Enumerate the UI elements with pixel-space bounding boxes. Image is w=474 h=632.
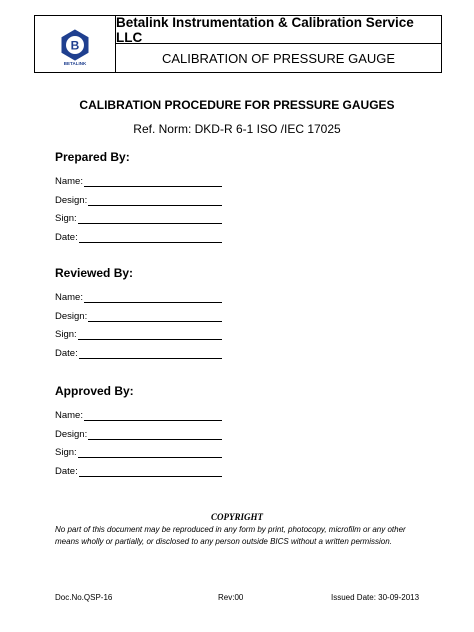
approved-by-field: [55, 410, 222, 421]
footer-issued-date: Issued Date: 30-09-2013: [331, 593, 420, 602]
reference-norm: Ref. Norm: DKD-R 6-1 ISO /IEC 17025: [133, 122, 341, 136]
page-title: CALIBRATION PROCEDURE FOR PRESSURE GAUGES: [79, 98, 395, 112]
footer-doc-no: Doc.No.QSP-16: [55, 593, 113, 602]
document-title-cell: CALIBRATION OF PRESSURE GAUGE: [161, 50, 396, 66]
reviewed-by-field: [55, 311, 222, 322]
logo-text: BETALINK: [63, 61, 87, 66]
footer-revision: Rev:00: [218, 593, 244, 602]
approved-by-heading: Approved By:: [55, 384, 134, 398]
field-label: Design:: [55, 428, 88, 440]
field-blank-line: [88, 196, 222, 206]
field-blank-line: [78, 448, 222, 458]
field-blank-line: [84, 177, 222, 187]
field-label: Design:: [55, 310, 88, 322]
field-label: Date:: [55, 347, 78, 359]
copyright-text: No part of this document may be reproduced in any form by print, photocopy, microfilm or any other means wholly or partially, or disclosed to any person outside BICS without a written permission.: [55, 525, 406, 546]
field-blank-line: [78, 214, 222, 224]
field-label: Date:: [55, 231, 78, 243]
field-blank-line: [84, 293, 222, 303]
field-label: Date:: [55, 465, 78, 477]
field-blank-line: [79, 233, 222, 243]
field-label: Sign:: [55, 447, 77, 458]
company-name: Betalink Instrumentation & Calibration Service LLC: [116, 16, 441, 44]
field-blank-line: [88, 430, 222, 440]
prepared-by-field: [55, 176, 222, 187]
approved-by-field: [55, 429, 222, 440]
logo-letter: B: [70, 38, 80, 53]
approved-by-field: [55, 466, 222, 477]
prepared-by-field: [55, 232, 222, 243]
logo-cell: [35, 16, 116, 72]
field-label: Name:: [55, 292, 83, 303]
copyright-title: COPYRIGHT: [210, 512, 263, 522]
reviewed-by-field: [55, 348, 222, 359]
field-blank-line: [88, 312, 222, 322]
field-blank-line: [79, 467, 222, 477]
field-label: Name:: [55, 176, 83, 187]
prepared-by-field: [55, 213, 222, 224]
field-blank-line: [79, 349, 222, 359]
reviewed-by-field: [55, 329, 222, 340]
field-label: Name:: [55, 410, 83, 421]
field-label: Design:: [55, 194, 88, 206]
reviewed-by-field: [55, 292, 222, 303]
field-blank-line: [84, 411, 222, 421]
approved-by-field: [55, 447, 222, 458]
document-header: [34, 15, 442, 73]
company-logo: [57, 28, 93, 66]
field-label: Sign:: [55, 329, 77, 340]
field-blank-line: [78, 330, 222, 340]
field-label: Sign:: [55, 213, 77, 224]
reviewed-by-heading: Reviewed By:: [55, 266, 134, 280]
prepared-by-field: [55, 195, 222, 206]
prepared-by-heading: Prepared By:: [55, 150, 130, 164]
